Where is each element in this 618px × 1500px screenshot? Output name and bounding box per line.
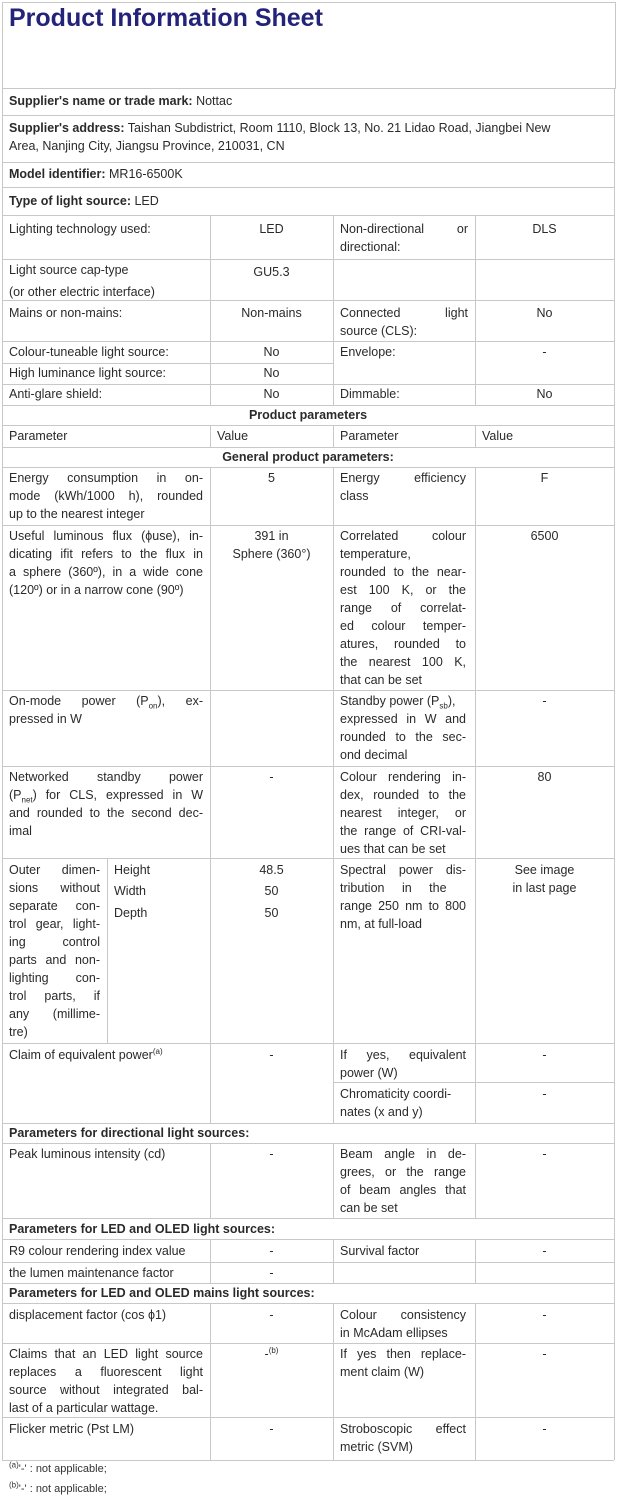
efficiency-label-line: class (340, 489, 369, 503)
colour-consistency-value: - (542, 1308, 547, 1322)
mains-label: Mains or non-mains: (9, 306, 123, 320)
divider (2, 1343, 614, 1344)
dims-label-line: trol parts, if (9, 989, 100, 1003)
header-value: Value (482, 429, 514, 443)
beam-angle-label (340, 1145, 466, 1217)
supplier-name-value: Nottac (196, 94, 233, 108)
divider (2, 1460, 614, 1461)
psb-label-text: ), (447, 694, 456, 708)
tech-label: Lighting technology used: (9, 222, 151, 236)
cls-label-line: source (CLS): (340, 324, 418, 338)
energy-efficiency-label (340, 469, 466, 505)
type-row (9, 192, 159, 210)
col-divider (210, 467, 211, 1123)
cri-value: 80 (537, 770, 552, 784)
spd-value-line: in last page (512, 881, 577, 895)
lumen-maintenance-value: - (269, 1266, 274, 1280)
fluorescent-claim-dash: - (264, 1347, 269, 1361)
if-yes-equivalent-value: - (542, 1048, 547, 1062)
luminous-flux-label (9, 527, 203, 599)
divider (2, 187, 614, 188)
spectral-distribution-label (340, 861, 466, 933)
divider (2, 690, 614, 691)
cri-label (340, 768, 466, 858)
efficiency-label-line: Energy efficiency (340, 471, 466, 485)
supplier-name-label: Supplier's name or trade mark: (9, 94, 193, 108)
divider (2, 1262, 614, 1263)
mcadam-label-line: in McAdam ellipses (340, 1326, 448, 1340)
directional-label-line: directional: (340, 240, 401, 254)
dims-label-line: parts and non- (9, 953, 100, 967)
divider (2, 259, 614, 260)
psb-label-line (340, 692, 466, 710)
dims-label-line: Outer dimen- (9, 863, 100, 877)
divider (2, 1239, 614, 1240)
beam-label-line: grees, or the range (340, 1165, 466, 1179)
displacement-factor-label: displacement factor (cos ϕ1) (9, 1308, 167, 1322)
flux-label-line: (120º) or in a narrow cone (90º) (9, 583, 184, 597)
model-label: Model identifier: (9, 167, 106, 181)
divider (2, 858, 614, 859)
divider (2, 766, 614, 767)
chroma-label-line: Chromaticity coordi- (340, 1087, 452, 1101)
flicker-metric-value: - (269, 1422, 274, 1436)
cct-label-line: the nearest 100 K, (340, 655, 466, 669)
col-divider (333, 467, 334, 1123)
equivalent-power-value: - (269, 1048, 274, 1062)
outer-dimensions-label (9, 861, 100, 1041)
cri-label-line: the range of CRI-val- (340, 824, 466, 838)
col-divider (333, 1239, 334, 1283)
supplier-address-label: Supplier's address: (9, 121, 125, 135)
cct-label-line: temperature, (340, 547, 411, 561)
spectral-distribution-value (475, 861, 614, 897)
energy-label-line: mode (kWh/1000 h), rounded (9, 489, 203, 503)
energy-label-line: Energy consumption in on- (9, 471, 203, 485)
replacement-label-line: If yes then replace- (340, 1347, 466, 1361)
divider (2, 1043, 614, 1044)
psb-label-line: ond decimal (340, 748, 408, 762)
cct-value: 6500 (530, 529, 559, 543)
spd-label-line: Spectral power dis- (340, 863, 466, 877)
cri-label-line: nearest integer, or (340, 806, 466, 820)
section-directional: Parameters for directional light sources: (9, 1126, 250, 1140)
pnet-label-text: ) for CLS, expressed in W (32, 788, 203, 802)
colour-consistency-label (340, 1306, 466, 1342)
luminous-flux-value (210, 527, 333, 563)
col-divider (107, 858, 108, 1043)
fluorescent-claim-value (210, 1345, 333, 1363)
dims-label-line: ing control (9, 935, 100, 949)
if-yes-label-line: power (W) (340, 1066, 398, 1080)
divider (2, 162, 614, 163)
claims-label-line: replaces a fluorescent light (9, 1365, 203, 1379)
chromaticity-label (340, 1085, 466, 1121)
beam-label-line: of beam angles that (340, 1183, 466, 1197)
footnote-a-mark: (a) (9, 1460, 19, 1470)
networked-standby-value: - (269, 770, 274, 784)
directional-value: DLS (532, 222, 557, 236)
dims-label-line: trol gear, light- (9, 917, 100, 931)
cct-label-line: range of correlat- (340, 601, 466, 615)
envelope-label: Envelope: (340, 345, 396, 359)
cct-label (340, 527, 466, 689)
cri-label-line: Colour rendering in- (340, 770, 466, 784)
equivalent-power-label (9, 1046, 163, 1064)
divider (2, 115, 614, 116)
divider (333, 1082, 614, 1083)
flux-label-line: a sphere (360º), in a wide cone (9, 565, 203, 579)
section-led-oled-mains: Parameters for LED and OLED mains light sources: (9, 1286, 315, 1300)
replacement-label-line: ment claim (W) (340, 1365, 425, 1379)
peak-intensity-value: - (269, 1147, 274, 1161)
model-row (9, 165, 183, 183)
height-value: 48.5 (259, 863, 284, 877)
if-yes-label-line: If yes, equivalent (340, 1048, 466, 1062)
divider (2, 425, 614, 426)
replacement-claim-label (340, 1345, 466, 1381)
dims-label-line: any (millime- (9, 1007, 100, 1021)
col-divider (475, 467, 476, 1123)
pon-label-text: On-mode power (P (9, 694, 149, 708)
directional-label-line: Non-directional or (340, 222, 468, 236)
flicker-metric-label: Flicker metric (Pst LM) (9, 1422, 134, 1436)
cls-value: No (536, 306, 553, 320)
pnet-label-line: Networked standby power (9, 770, 203, 784)
height-label: Height (114, 863, 151, 877)
lumen-maintenance-label: the lumen maintenance factor (9, 1266, 174, 1280)
supplier-address-row (9, 119, 609, 155)
energy-consumption-value: 5 (268, 471, 275, 485)
cap-label-line: Light source cap-type (9, 263, 129, 277)
footnote-b-mark: (b) (9, 1480, 19, 1490)
pnet-sub: net (21, 795, 33, 805)
cls-label (340, 304, 468, 340)
cri-label-line: dex, rounded to the (340, 788, 466, 802)
pon-label-text: ), ex- (157, 694, 203, 708)
networked-standby-label (9, 768, 203, 840)
dims-label-line: separate con- (9, 899, 100, 913)
survival-factor-value: - (542, 1244, 547, 1258)
page-title: Product Information Sheet (9, 4, 323, 32)
supplier-address-value-1: Taishan Subdistrict, Room 1110, Block 13, No. 21 Lidao Road, Jiangbei New (127, 121, 551, 135)
divider (2, 525, 614, 526)
divider (2, 1143, 614, 1144)
svm-label-line: Stroboscopic effect (340, 1422, 466, 1436)
cap-value: GU5.3 (253, 265, 290, 279)
psb-sub: sb (439, 701, 448, 711)
section-product-parameters: Product parameters (248, 408, 368, 422)
footnote-b (9, 1480, 107, 1495)
cap-label (9, 261, 155, 301)
dims-label-line: lighting con- (9, 971, 100, 985)
psb-label-line: expressed in W and (340, 712, 466, 726)
supplier-address-value-2: Area, Nanjing City, Jiangsu Province, 210031, CN (9, 139, 285, 153)
flux-value-line: 391 in (254, 529, 289, 543)
table-border-left (2, 88, 3, 1460)
col-divider (333, 1143, 334, 1218)
energy-label-line: up to the nearest integer (9, 507, 145, 521)
header-parameter: Parameter (340, 429, 399, 443)
cap-label-line: (or other electric interface) (9, 285, 155, 299)
pnet-label-line (9, 786, 203, 804)
section-general-parameters: General product parameters: (222, 450, 394, 464)
tech-value: LED (259, 222, 284, 236)
replacement-claim-value: - (542, 1347, 547, 1361)
claims-label-line: Claims that an LED light source (9, 1347, 203, 1361)
width-label: Width (114, 884, 146, 898)
spd-label-line: range 250 nm to 800 (340, 899, 466, 913)
pon-sub: on (148, 701, 158, 711)
cls-label-line: Connected light (340, 306, 468, 320)
spd-value-line: See image (514, 863, 575, 877)
col-divider (333, 425, 334, 447)
spd-label-line: tribution in the (340, 881, 447, 895)
pon-label-line: pressed in W (9, 712, 82, 726)
header-value: Value (217, 429, 249, 443)
pnet-label-text: (P (9, 788, 22, 802)
footnote-b-text: '-' : not applicable; (18, 1483, 107, 1495)
col-divider (333, 215, 334, 405)
energy-efficiency-value: F (540, 471, 549, 485)
beam-angle-value: - (542, 1147, 547, 1161)
footnote-a-text: '-' : not applicable; (18, 1463, 107, 1475)
chroma-label-line: nates (x and y) (340, 1105, 423, 1119)
cri-label-line: ues that can be set (340, 842, 446, 856)
footnote-b-marker: (b) (268, 1345, 279, 1355)
dims-label-line: tre) (9, 1025, 28, 1039)
divider (2, 1417, 614, 1418)
mcadam-label-line: Colour consistency (340, 1308, 466, 1322)
r9-value: - (269, 1244, 274, 1258)
directional-label (340, 220, 468, 256)
standby-power-value: - (542, 694, 547, 708)
dimmable-label: Dimmable: (340, 387, 400, 401)
model-value: MR16-6500K (109, 167, 183, 181)
energy-consumption-label (9, 469, 203, 523)
on-mode-power-label (9, 692, 203, 728)
anti-glare-value: No (263, 387, 280, 401)
supplier-name-row (9, 92, 232, 110)
chromaticity-value: - (542, 1087, 547, 1101)
col-divider (475, 425, 476, 447)
divider (2, 1218, 614, 1219)
table-border-right (614, 88, 615, 1460)
high-luminance-label: High luminance light source: (9, 366, 167, 380)
dims-label-line: sions without (9, 881, 100, 895)
footnote-a-marker: (a) (152, 1046, 163, 1056)
colour-tuneable-value: No (263, 345, 280, 359)
header-parameter: Parameter (9, 429, 68, 443)
claims-label-line: last of a particular wattage. (9, 1401, 159, 1415)
psb-label-text: Standby power (P (340, 694, 440, 708)
r9-label: R9 colour rendering index value (9, 1244, 186, 1258)
equivalent-power-text: Claim of equivalent power (9, 1048, 153, 1062)
divider (2, 341, 614, 342)
cct-label-line: that can be set (340, 673, 423, 687)
cct-label-line: ed colour temper- (340, 619, 466, 633)
divider (2, 467, 614, 468)
pnet-label-line: imal (9, 824, 32, 838)
survival-factor-label: Survival factor (340, 1244, 420, 1258)
envelope-value: - (542, 345, 547, 359)
pnet-label-line: and rounded to the second dec- (9, 806, 203, 820)
colour-tuneable-label: Colour-tuneable light source: (9, 345, 169, 359)
svm-label-line: metric (SVM) (340, 1440, 413, 1454)
high-luminance-value: No (263, 366, 280, 380)
col-divider (333, 1303, 334, 1460)
psb-label-line: rounded to the sec- (340, 730, 466, 744)
divider (2, 88, 614, 89)
section-led-oled: Parameters for LED and OLED light sources: (9, 1222, 276, 1236)
depth-value: 50 (264, 906, 279, 920)
standby-power-label (340, 692, 466, 764)
stroboscopic-value: - (542, 1422, 547, 1436)
pon-label-line (9, 692, 203, 710)
width-value: 50 (264, 884, 279, 898)
cct-label-line: est 100 K, or the (340, 583, 466, 597)
dimmable-value: No (536, 387, 553, 401)
cct-label-line: atures, rounded to (340, 637, 466, 651)
cct-label-line: Correlated colour (340, 529, 466, 543)
flux-label-line: dicating ifit refers to the flux in (9, 547, 203, 561)
divider (2, 1303, 614, 1304)
displacement-factor-value: - (269, 1308, 274, 1322)
if-yes-equivalent-label (340, 1046, 466, 1082)
fluorescent-claim-label (9, 1345, 203, 1417)
col-divider (210, 425, 211, 447)
claims-label-line: source without integrated bal- (9, 1383, 203, 1397)
type-value: LED (134, 194, 159, 208)
footnote-a (9, 1460, 107, 1475)
mains-value: Non-mains (241, 306, 302, 320)
type-label: Type of light source: (9, 194, 131, 208)
cct-label-line: rounded to the near- (340, 565, 466, 579)
peak-intensity-label: Peak luminous intensity (cd) (9, 1147, 166, 1161)
stroboscopic-label (340, 1420, 466, 1456)
divider (2, 215, 614, 216)
depth-label: Depth (114, 906, 148, 920)
beam-label-line: Beam angle in de- (340, 1147, 466, 1161)
flux-label-line: Useful luminous flux (ϕuse), in- (9, 529, 203, 543)
beam-label-line: can be set (340, 1201, 398, 1215)
flux-value-line: Sphere (360°) (232, 547, 311, 561)
spd-label-line: nm, at full-load (340, 917, 422, 931)
anti-glare-label: Anti-glare shield: (9, 387, 103, 401)
